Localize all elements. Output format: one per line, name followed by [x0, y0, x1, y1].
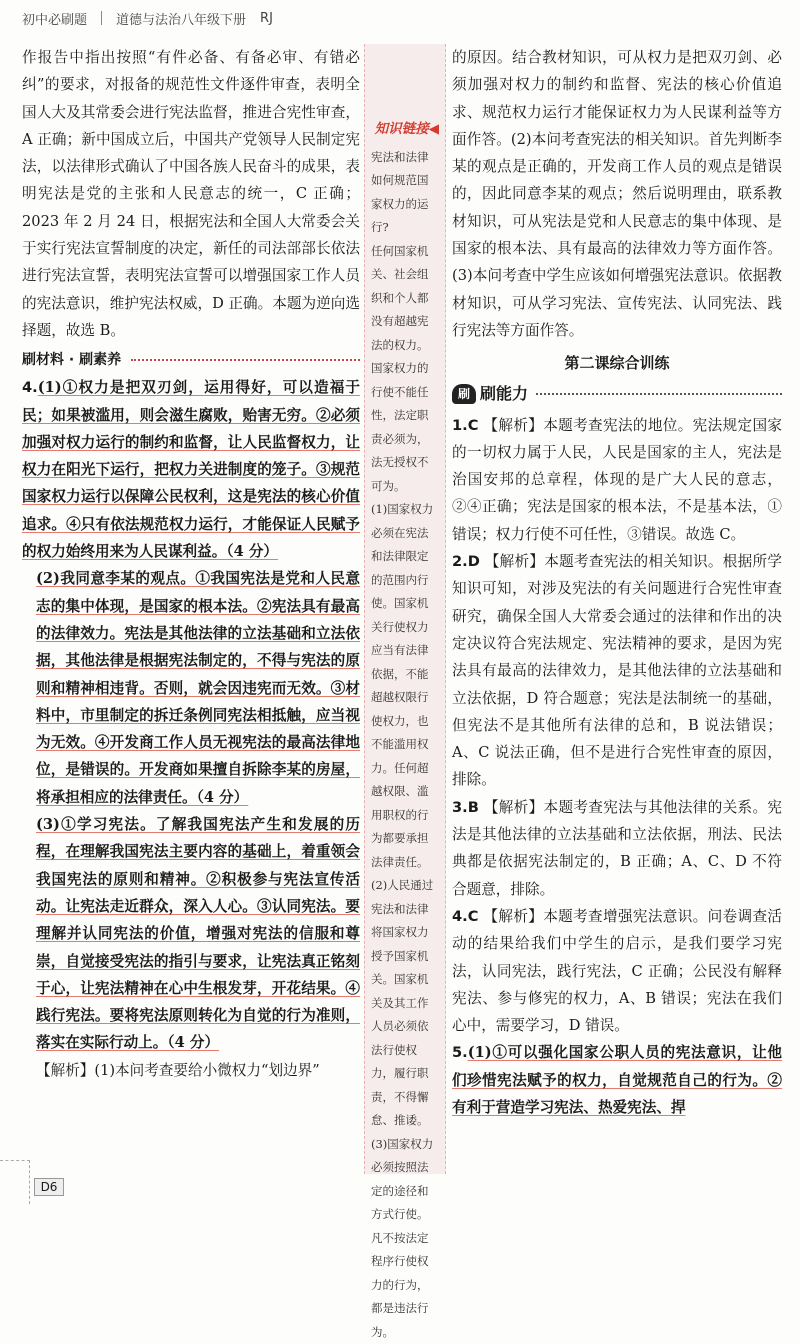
question-number: 4. — [22, 379, 38, 396]
answer-number: 2. — [452, 553, 468, 570]
q4-analysis: 【解析】(1)本问考查要给小微权力“划边界” — [22, 1057, 360, 1084]
sidebar-answer-2: (1)国家权力必须在宪法和法律限定的范围内行使。国家机关行使权力应当有法律依据，不能超越权限行使权力，也不能滥用权力。任何超越权限、滥用职权的行为都要承担法律责任。 — [371, 498, 439, 874]
answer-4 — [452, 903, 782, 1039]
answer-number: 5. — [452, 1044, 468, 1061]
answer-2 — [452, 548, 782, 794]
answer-choice: B — [468, 799, 479, 816]
header-divider — [101, 11, 102, 25]
answer-5 — [452, 1039, 782, 1121]
answer-choice: C — [468, 908, 479, 925]
answer-number: 3. — [452, 799, 468, 816]
page-number: D6 — [34, 1178, 64, 1196]
sidebar-answer-3: (2)人民通过宪法和法律将国家权力授予国家机关。国家机关及其工作人员必须依法行使权力，履行职责，不得懈怠、推诿。 — [371, 874, 439, 1133]
ability-tag — [452, 380, 528, 407]
book-title: 道德与法治八年级下册 — [116, 9, 246, 28]
answer-text: 【解析】本题考查宪法与其他法律的关系。宪法是其他法律的立法基础和立法依据，刑法、民法典都是依据宪法制定的，B 正确；A、C、D 不符合题意，排除。 — [452, 799, 782, 898]
q4-part1 — [22, 374, 360, 565]
series-title: 初中必刷题 — [22, 9, 87, 28]
q4-part1-text: (1)①权力是把双刃剑，运用得好，可以造福于民；如果被滥用，则会滋生腐败，贻害无穷。②必须加强对权力运行的制约和监督，让人民监督权力，让权力在阳光下运行，把权力关进制度的笼子。③规范国家权力运行以保障公民权利，这是宪法的核心价值追求。④只有依法规范权力运行，才能保证人民赋予的权力始终用来为人民谋利益。（4 分） — [22, 379, 360, 560]
section-banner — [22, 346, 360, 374]
page-header — [22, 6, 273, 30]
banner-label: 刷材料 · 刷素养 — [22, 346, 121, 374]
answer-choice: D — [468, 553, 480, 570]
knowledge-link-sidebar — [364, 44, 446, 1174]
tag-divider — [536, 393, 782, 395]
answer-number: 1. — [452, 417, 468, 434]
edition-label: RJ — [260, 11, 273, 26]
knowledge-link-label: 知识链接◀ — [371, 118, 439, 142]
brush-badge-icon: 刷 — [452, 384, 476, 404]
answer-continuation: 作报告中指出按照“有件必备、有备必审、有错必纠”的要求，对报备的规范性文件逐件审查，表明全国人大及其常委会进行宪法监督，推进合宪性审查，A 正确；新中国成立后，中国共产党领导人民制定宪法，以法律形式确认了中国各族人民奋斗的成果，表明宪法是党的主张和人民意志的统一，C 正确；2023 年 2 月 24 日，根据宪法和全国人大常委会关于实行宪法宣誓制度的决定，新任的司法部部长依法进行宪法宣誓，表明宪法宣誓可以增强国家工作人员的宪法意识，维护宪法权威，D 正确。本题为逆向选择题，故选 B。 — [22, 44, 360, 344]
answer-text: (1)①可以强化国家公职人员的宪法意识，让他们珍惜宪法赋予的权力，自觉规范自己的行为。②有利于营造学习宪法、热爱宪法、捍 — [452, 1044, 782, 1116]
left-column — [22, 44, 360, 1084]
ability-tag-label: 刷能力 — [480, 380, 528, 407]
answer-1 — [452, 412, 782, 548]
page-edge-mark — [0, 1160, 30, 1204]
answer-text: 【解析】本题考查宪法的相关知识。根据所学知识可知，对涉及宪法的有关问题进行合宪性审查研究，确保全国人大常委会通过的法律和作出的决定决议符合宪法规定、宪法精神的要求，是因为宪法具有最高的法律效力，是其他法律的立法基础和立法依据，D 符合题意；宪法是法制统一的基础，但宪法不是其他所有法律的总和，B 说法错误；A、C 说法正确，但不是进行合宪性审查的原因，排除。 — [452, 553, 782, 788]
sidebar-answer-1: 任何国家机关、社会组织和个人都没有超越宪法的权力。国家权力的行使不能任性，法定职责必须为，法无授权不可为。 — [371, 240, 439, 499]
banner-divider — [131, 359, 360, 361]
analysis-continuation: 的原因。结合教材知识，可从权力是把双刃剑、必须加强对权力的制约和监督、宪法的核心价值追求、规范权力运行才能保证权力为人民谋利益等方面作答。(2)本问考查宪法的相关知识。首先判断李某的观点是正确的，开发商工作人员的观点是错误的，因此同意李某的观点；然后说明理由，联系教材知识，可从宪法是党和人民意志的集中体现、是国家的根本法、具有最高的法律效力等方面作答。(3)本问考查中学生应该如何增强宪法意识。依据教材知识，可从学习宪法、宣传宪法、认同宪法、践行宪法等方面作答。 — [452, 44, 782, 344]
q4-part3: (3)①学习宪法。了解我国宪法产生和发展的历程，在理解我国宪法主要内容的基础上，着重领会我国宪法的原则和精神。②积极参与宪法宣传活动。让宪法走近群众，深入人心。③认同宪法。要理解并认同宪法的价值，增强对宪法的信服和尊崇，自觉接受宪法的指引与要求，让宪法真正铭刻于心，让宪法精神在心中生根发芽，开花结果。④践行宪法。要将宪法原则转化为自觉的行为准则，落实在实际行动上。（4 分） — [22, 811, 360, 1057]
sidebar-question: 宪法和法律如何规范国家权力的运行? — [371, 146, 439, 240]
section-title: 第二课综合训练 — [452, 348, 782, 378]
ability-tag-row — [452, 380, 782, 407]
answer-3 — [452, 794, 782, 903]
right-column — [452, 44, 782, 1121]
answer-number: 4. — [452, 908, 468, 925]
answer-choice: C — [468, 417, 479, 434]
answer-text: 【解析】本题考查增强宪法意识。问卷调查活动的结果给我们中学生的启示，是我们要学习宪法，认同宪法，践行宪法，C 正确；公民没有解释宪法、参与修宪的权力，A、B 错误；宪法在我们心中，需要学习，D 错误。 — [452, 908, 782, 1034]
q4-part2: (2)我同意李某的观点。①我国宪法是党和人民意志的集中体现，是国家的根本法。②宪法具有最高的法律效力。宪法是其他法律的立法基础和立法依据，其他法律是根据宪法制定的，不得与宪法的原则和精神相违背。否则，就会因违宪而无效。③材料中，市里制定的拆迁条例同宪法相抵触，应当视为无效。④开发商工作人员无视宪法的最高法律地位，是错误的。开发商如果擅自拆除李某的房屋，将承担相应的法律责任。（4 分） — [22, 565, 360, 811]
sidebar-answer-4: (3)国家权力必须按照法定的途径和方式行使。凡不按法定程序行使权力的行为，都是违法行为。 — [371, 1133, 439, 1344]
answer-text: 【解析】本题考查宪法的地位。宪法规定国家的一切权力属于人民，人民是国家的主人，宪法是治国安邦的总章程，体现的是广大人民的意志，②④正确；宪法是国家的根本法，不是基本法，①错误；权力行使不可任性，③错误。故选 C。 — [452, 417, 782, 543]
